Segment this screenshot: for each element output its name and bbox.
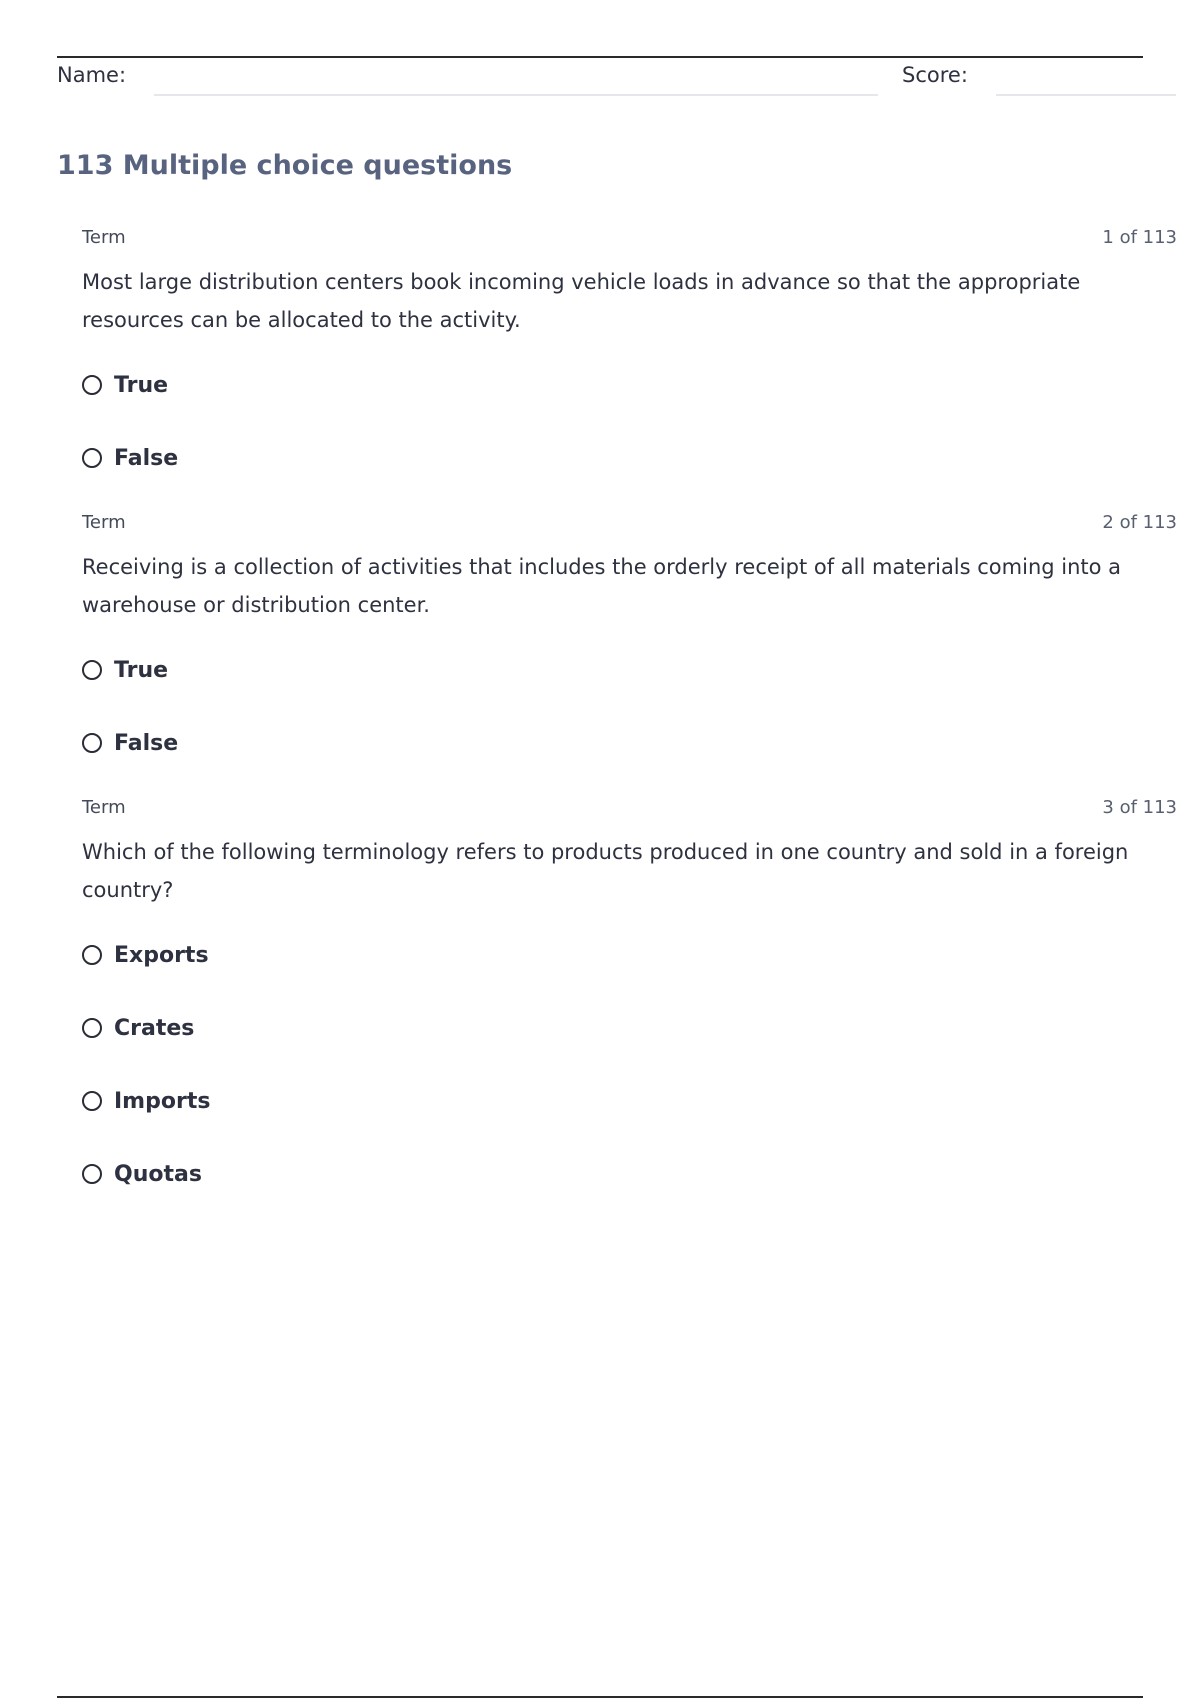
option-label: Imports xyxy=(114,1088,211,1114)
radio-circle-icon[interactable] xyxy=(82,448,102,468)
option-exports[interactable] xyxy=(82,931,1177,979)
answer-options xyxy=(82,646,1177,767)
bottom-rule xyxy=(57,1696,1143,1698)
option-label: True xyxy=(114,372,169,398)
question-3 xyxy=(82,797,1177,1223)
radio-circle-icon[interactable] xyxy=(82,733,102,753)
option-label: Exports xyxy=(114,942,209,968)
option-label: True xyxy=(114,657,169,683)
score-input-line[interactable] xyxy=(996,94,1176,96)
radio-circle-icon[interactable] xyxy=(82,1018,102,1038)
term-label: Term xyxy=(82,512,126,533)
answer-options xyxy=(82,931,1177,1198)
question-text: Most large distribution centers book incoming vehicle loads in advance so that the appropriate resources can be allocated to the activity. xyxy=(82,270,1081,332)
question-counter: 2 of 113 xyxy=(1102,512,1177,533)
question-2 xyxy=(82,512,1177,792)
question-text: Which of the following terminology refers to products produced in one country and sold in a foreign country? xyxy=(82,840,1129,902)
option-true[interactable] xyxy=(82,361,1177,409)
question-header xyxy=(82,512,1177,538)
option-label: Crates xyxy=(114,1015,195,1041)
answer-options xyxy=(82,361,1177,482)
option-true[interactable] xyxy=(82,646,1177,694)
option-imports[interactable] xyxy=(82,1077,1177,1125)
radio-circle-icon[interactable] xyxy=(82,945,102,965)
term-label: Term xyxy=(82,227,126,248)
name-label: Name: xyxy=(57,63,127,87)
question-header xyxy=(82,227,1177,253)
name-input-line[interactable] xyxy=(154,94,878,96)
top-rule xyxy=(57,56,1143,58)
score-label: Score: xyxy=(902,63,968,87)
question-counter: 3 of 113 xyxy=(1102,797,1177,818)
term-label: Term xyxy=(82,797,126,818)
question-header xyxy=(82,797,1177,823)
question-counter: 1 of 113 xyxy=(1102,227,1177,248)
question-text: Receiving is a collection of activities that includes the orderly receipt of all materials coming into a warehouse or distribution center. xyxy=(82,555,1122,617)
radio-circle-icon[interactable] xyxy=(82,375,102,395)
radio-circle-icon[interactable] xyxy=(82,1164,102,1184)
radio-circle-icon[interactable] xyxy=(82,1091,102,1111)
option-crates[interactable] xyxy=(82,1004,1177,1052)
option-label: False xyxy=(114,730,179,756)
question-1 xyxy=(82,227,1177,507)
section-title: 113 Multiple choice questions xyxy=(57,150,513,181)
option-label: False xyxy=(114,445,179,471)
option-false[interactable] xyxy=(82,719,1177,767)
option-false[interactable] xyxy=(82,434,1177,482)
option-quotas[interactable] xyxy=(82,1150,1177,1198)
radio-circle-icon[interactable] xyxy=(82,660,102,680)
option-label: Quotas xyxy=(114,1161,202,1187)
